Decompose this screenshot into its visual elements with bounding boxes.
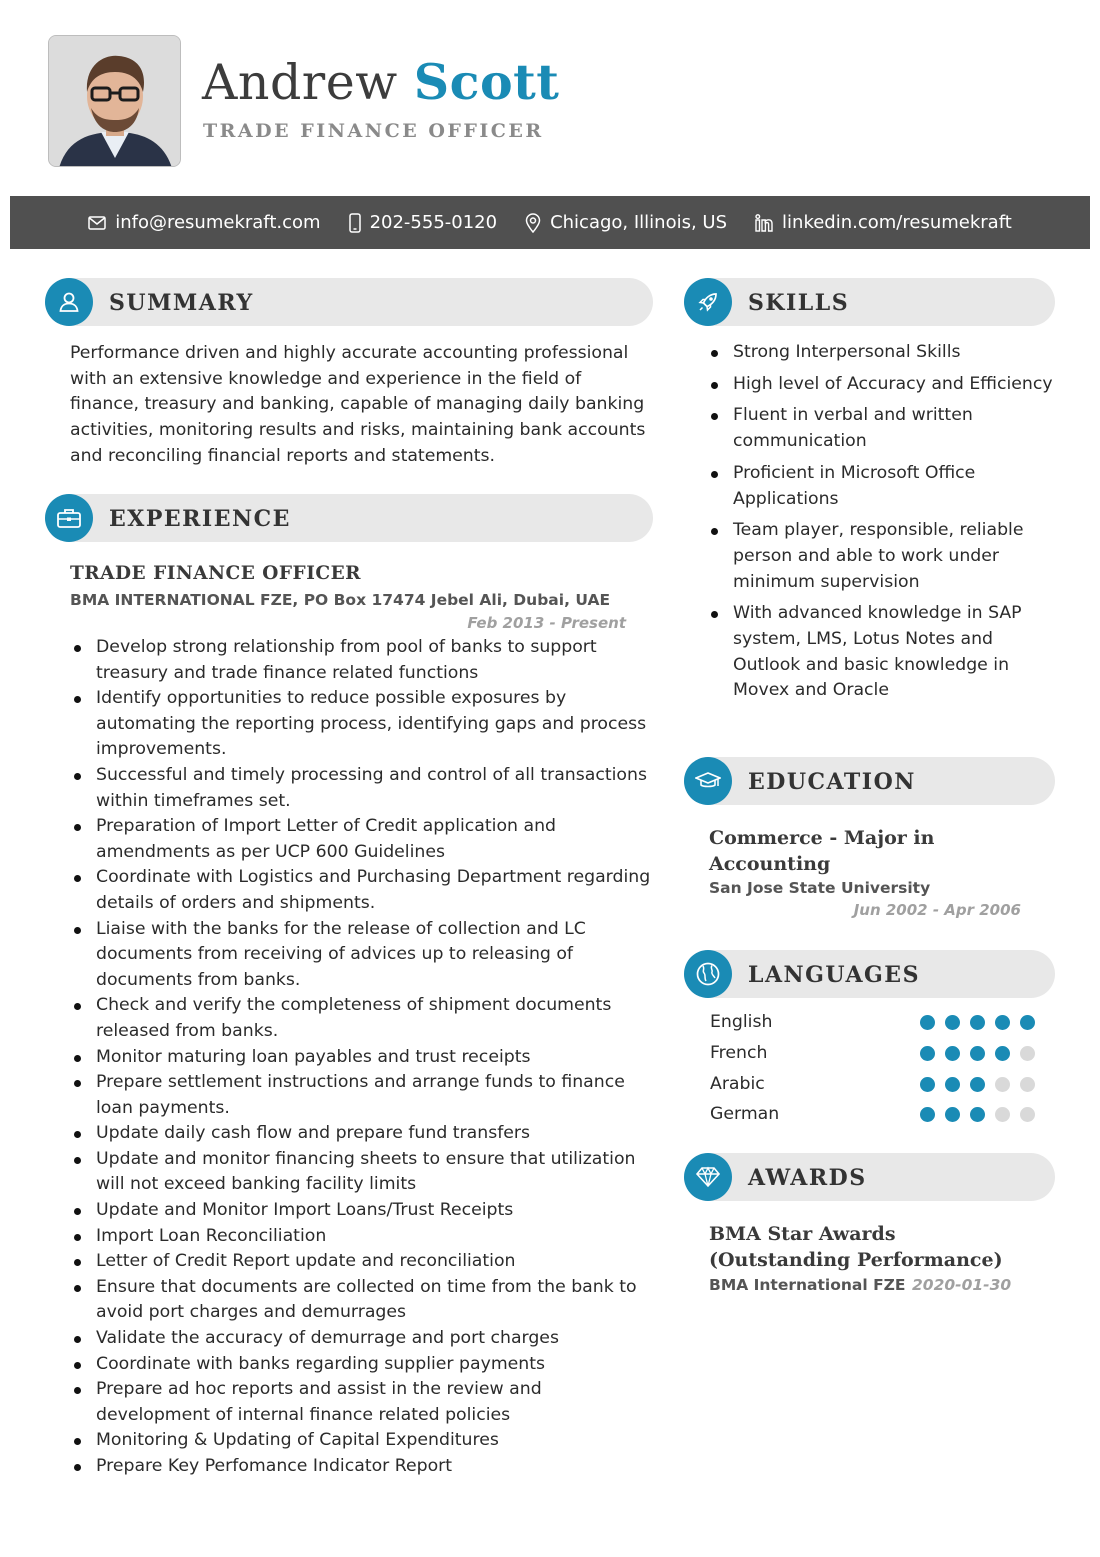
briefcase-icon [56,507,82,529]
level-dot-empty [1020,1046,1035,1061]
skill-item: Proficient in Microsoft Office Applications [708,461,1053,512]
languages-section-header [684,950,1055,998]
education-icon-badge [684,757,732,805]
experience-bullet: Update daily cash flow and prepare fund transfers [71,1121,651,1147]
awards-heading: AWARDS [748,1165,867,1191]
candidate-job-title: TRADE FINANCE OFFICER [203,120,544,142]
level-dot-filled [995,1015,1010,1030]
summary-icon-badge [45,278,93,326]
level-dot-filled [970,1077,985,1092]
linkedin-icon [755,214,773,232]
experience-icon-badge [45,494,93,542]
languages-icon-badge [684,950,732,998]
first-name: Andrew [202,54,398,111]
awards-icon-badge [684,1153,732,1201]
experience-bullet: Monitor maturing loan payables and trust receipts [71,1045,651,1071]
level-dot-filled [970,1107,985,1122]
language-row [710,1010,1040,1038]
contact-email[interactable] [88,212,320,233]
experience-bullet: Validate the accuracy of demurrage and port charges [71,1326,651,1352]
level-dot-empty [1020,1077,1035,1092]
contact-phone[interactable] [349,212,498,233]
award-organization: BMA International FZE [709,1276,906,1294]
experience-bullet: Ensure that documents are collected on time from the bank to avoid port charges and demurrages [71,1275,651,1326]
level-dot-filled [995,1046,1010,1061]
skills-section-header [684,278,1055,326]
skill-item: Strong Interpersonal Skills [708,340,1053,366]
level-dot-filled [945,1107,960,1122]
last-name: Scott [413,53,560,111]
email-text: info@resumekraft.com [115,212,321,233]
skills-icon-badge [684,278,732,326]
languages-heading: LANGUAGES [748,962,920,988]
education-school: San Jose State University [709,879,931,897]
language-level-dots [920,1077,1035,1092]
linkedin-text: linkedin.com/resumekraft [782,212,1012,233]
level-dot-filled [945,1015,960,1030]
profile-photo-illustration [49,36,181,167]
summary-heading: SUMMARY [109,290,254,316]
language-level-dots [920,1046,1035,1061]
contact-location [525,212,727,233]
diamond-icon [695,1166,721,1188]
experience-bullet: Prepare settlement instructions and arrange funds to finance loan payments. [71,1070,651,1121]
summary-text: Performance driven and highly accurate accounting professional with an extensive knowledge and experience in the field of finance, treasury and banking, capable of managing daily banking activities, monitoring results and risks, maintaining bank accounts and reconciling financial reports and statements. [70,343,646,466]
experience-bullet: Prepare ad hoc reports and assist in the review and development of internal finance related policies [71,1377,651,1428]
contact-bar [10,196,1090,249]
experience-section-header [45,494,653,542]
experience-bullet: Coordinate with Logistics and Purchasing Department regarding details of orders and shipments. [71,865,651,916]
level-dot-empty [995,1107,1010,1122]
experience-bullet: Liaise with the banks for the release of collection and LC documents from receiving of advices up to releasing of documents from banks. [71,917,651,994]
skills-bullet-list [708,340,1053,710]
level-dot-filled [970,1015,985,1030]
skill-item: Fluent in verbal and written communication [708,403,1053,454]
job-dates: Feb 2013 - Present [467,614,626,632]
award-name: BMA Star Awards (Outstanding Performance) [709,1223,1003,1271]
envelope-icon [88,216,106,230]
skills-heading: SKILLS [748,290,850,316]
language-name: German [710,1104,780,1125]
graduation-cap-icon [695,771,721,791]
award-date: 2020-01-30 [912,1276,1012,1294]
language-name: French [710,1042,768,1063]
experience-bullet: Successful and timely processing and control of all transactions within timeframes set. [71,763,651,814]
phone-text: 202-555-0120 [369,212,498,233]
awards-section-header [684,1153,1055,1201]
language-row [710,1041,1040,1069]
level-dot-filled [920,1077,935,1092]
experience-bullet: Identify opportunities to reduce possible exposures by automating the reporting process, identifying gaps and process improvements. [71,686,651,763]
skill-item: Team player, responsible, reliable person and able to work under minimum supervision [708,518,1053,595]
skill-item: High level of Accuracy and Efficiency [708,372,1053,398]
language-name: English [710,1012,773,1032]
language-name: Arabic [710,1073,765,1094]
level-dot-filled [920,1046,935,1061]
language-level-dots [920,1015,1035,1030]
language-row [710,1072,1040,1100]
contact-linkedin[interactable] [755,212,1012,233]
globe-icon [695,961,721,987]
location-pin-icon [525,213,541,233]
experience-bullet: Coordinate with banks regarding supplier payments [71,1352,651,1378]
experience-bullet: Letter of Credit Report update and reconciliation [71,1249,651,1275]
summary-section-header [45,278,653,326]
level-dot-filled [1020,1015,1035,1030]
job-company: BMA INTERNATIONAL FZE, PO Box 17474 Jebel Ali, Dubai, UAE [70,591,611,609]
experience-bullet: Monitoring & Updating of Capital Expenditures [71,1428,651,1454]
resume-header [0,0,1100,196]
rocket-icon [696,290,720,314]
experience-bullet: Update and Monitor Import Loans/Trust Receipts [71,1198,651,1224]
skill-item: With advanced knowledge in SAP system, LMS, Lotus Notes and Outlook and basic knowledge in Movex and Oracle [708,601,1053,704]
candidate-name [202,52,559,113]
education-heading: EDUCATION [748,769,916,795]
level-dot-filled [920,1015,935,1030]
phone-icon [349,213,361,233]
education-dates: Jun 2002 - Apr 2006 [853,901,1021,919]
level-dot-filled [920,1107,935,1122]
level-dot-filled [970,1046,985,1061]
experience-bullet: Update and monitor financing sheets to ensure that utilization will not exceed banking facility limits [71,1147,651,1198]
experience-bullet: Prepare Key Perfomance Indicator Report [71,1454,651,1480]
level-dot-empty [1020,1107,1035,1122]
language-row [710,1102,1040,1130]
experience-bullet: Import Loan Reconciliation [71,1224,651,1250]
job-title: TRADE FINANCE OFFICER [70,563,362,584]
experience-heading: EXPERIENCE [109,506,291,532]
experience-bullet: Develop strong relationship from pool of banks to support treasury and trade finance related functions [71,635,651,686]
user-icon [57,290,81,314]
education-section-header [684,757,1055,805]
profile-photo [48,35,181,167]
level-dot-empty [995,1077,1010,1092]
education-degree: Commerce - Major in Accounting [709,827,935,875]
experience-bullet-list [71,635,651,1480]
level-dot-filled [945,1077,960,1092]
experience-bullet: Preparation of Import Letter of Credit application and amendments as per UCP 600 Guidelines [71,814,651,865]
language-level-dots [920,1107,1035,1122]
experience-bullet: Check and verify the completeness of shipment documents released from banks. [71,993,651,1044]
level-dot-filled [945,1046,960,1061]
location-text: Chicago, Illinois, US [550,212,728,233]
